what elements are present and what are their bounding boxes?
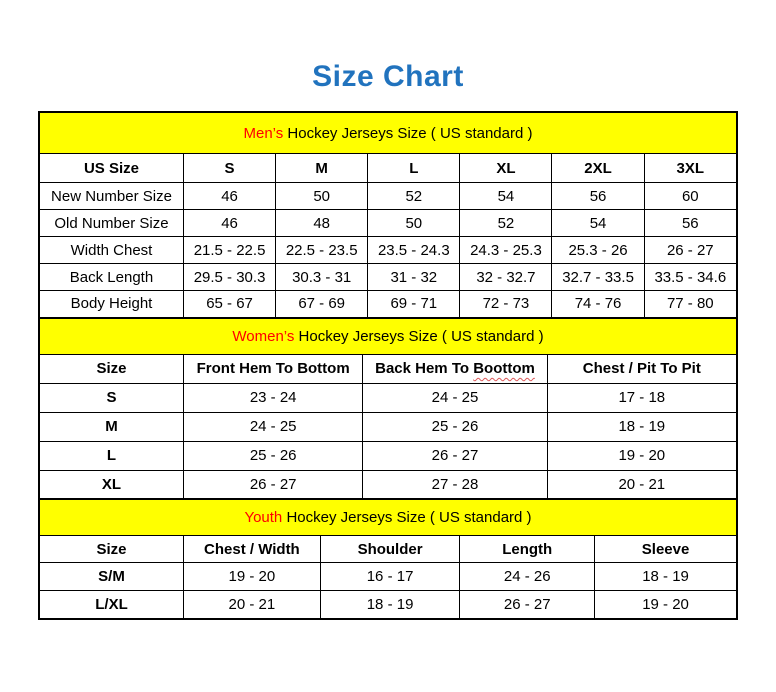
size-cell: 24 - 25 bbox=[363, 383, 547, 412]
size-cell: 31 - 32 bbox=[368, 264, 460, 291]
size-cell: 52 bbox=[368, 183, 460, 210]
column-header-s: S bbox=[183, 154, 275, 183]
page-title: Size Chart bbox=[312, 60, 464, 93]
size-cell: 46 bbox=[183, 210, 275, 237]
womens-band-row bbox=[39, 318, 737, 355]
size-cell: 50 bbox=[368, 210, 460, 237]
column-header-us-size: US Size bbox=[39, 154, 183, 183]
size-cell: 48 bbox=[276, 210, 368, 237]
youth-band-text: Hockey Jerseys Size ( US standard ) bbox=[282, 509, 532, 526]
size-cell: 26 - 27 bbox=[363, 441, 547, 470]
column-header-shoulder: Shoulder bbox=[320, 536, 460, 563]
mens-header-row bbox=[39, 154, 737, 183]
table-row bbox=[39, 264, 737, 291]
size-cell: 72 - 73 bbox=[460, 291, 552, 318]
size-cell: 67 - 69 bbox=[276, 291, 368, 318]
size-cell: 25 - 26 bbox=[363, 412, 547, 441]
size-cell: 23 - 24 bbox=[183, 383, 362, 412]
column-header-m: M bbox=[276, 154, 368, 183]
size-cell: 60 bbox=[644, 183, 737, 210]
row-label: XL bbox=[39, 470, 183, 499]
row-label: New Number Size bbox=[39, 183, 183, 210]
mens-size-table bbox=[38, 111, 738, 319]
size-cell: 19 - 20 bbox=[595, 591, 737, 619]
row-label: M bbox=[39, 412, 183, 441]
column-header-chest-pit: Chest / Pit To Pit bbox=[547, 354, 737, 383]
size-cell: 26 - 27 bbox=[183, 470, 362, 499]
row-label: L bbox=[39, 441, 183, 470]
mens-band-text: Hockey Jerseys Size ( US standard ) bbox=[283, 124, 533, 142]
mens-band-highlight: Men’s bbox=[243, 124, 284, 142]
size-cell: 56 bbox=[644, 210, 737, 237]
table-row bbox=[39, 383, 737, 412]
row-label: Back Length bbox=[39, 264, 183, 291]
womens-section-band bbox=[39, 318, 737, 355]
table-row bbox=[39, 237, 737, 264]
column-header-chest-width: Chest / Width bbox=[183, 536, 320, 563]
youth-band-highlight: Youth bbox=[244, 509, 283, 526]
size-cell: 26 - 27 bbox=[460, 591, 595, 619]
size-cell: 24 - 25 bbox=[183, 412, 362, 441]
row-label: S/M bbox=[39, 563, 183, 591]
row-label: L/XL bbox=[39, 591, 183, 619]
size-cell: 65 - 67 bbox=[183, 291, 275, 318]
size-cell: 19 - 20 bbox=[183, 563, 320, 591]
column-header-length: Length bbox=[460, 536, 595, 563]
size-cell: 32 - 32.7 bbox=[460, 264, 552, 291]
column-header-2xl: 2XL bbox=[552, 154, 644, 183]
column-header-size: Size bbox=[39, 354, 183, 383]
column-header-sleeve: Sleeve bbox=[595, 536, 737, 563]
womens-size-table bbox=[38, 317, 738, 501]
size-cell: 74 - 76 bbox=[552, 291, 644, 318]
size-cell: 22.5 - 23.5 bbox=[276, 237, 368, 264]
misspelled-word: Boottom bbox=[473, 360, 535, 377]
size-cell: 26 - 27 bbox=[644, 237, 737, 264]
size-cell: 18 - 19 bbox=[320, 591, 460, 619]
size-cell: 46 bbox=[183, 183, 275, 210]
table-row bbox=[39, 210, 737, 237]
table-row bbox=[39, 563, 737, 591]
mens-section-band bbox=[39, 112, 737, 154]
size-cell: 17 - 18 bbox=[547, 383, 737, 412]
column-header-3xl: 3XL bbox=[644, 154, 737, 183]
size-cell: 56 bbox=[552, 183, 644, 210]
size-cell: 23.5 - 24.3 bbox=[368, 237, 460, 264]
size-cell: 69 - 71 bbox=[368, 291, 460, 318]
size-cell: 18 - 19 bbox=[547, 412, 737, 441]
table-row bbox=[39, 470, 737, 499]
size-cell: 24 - 26 bbox=[460, 563, 595, 591]
column-header-back-hem-text: Back Hem To bbox=[375, 360, 474, 377]
womens-band-highlight: Women’s bbox=[232, 327, 295, 345]
womens-header-row bbox=[39, 354, 737, 383]
size-cell: 33.5 - 34.6 bbox=[644, 264, 737, 291]
youth-section-band bbox=[39, 499, 737, 536]
womens-band-text: Hockey Jerseys Size ( US standard ) bbox=[294, 327, 544, 345]
size-cell: 54 bbox=[552, 210, 644, 237]
column-header-xl: XL bbox=[460, 154, 552, 183]
table-row bbox=[39, 412, 737, 441]
size-cell: 18 - 19 bbox=[595, 563, 737, 591]
size-cell: 50 bbox=[276, 183, 368, 210]
size-cell: 25.3 - 26 bbox=[552, 237, 644, 264]
youth-header-row bbox=[39, 536, 737, 563]
size-cell: 52 bbox=[460, 210, 552, 237]
table-row bbox=[39, 291, 737, 318]
column-header-l: L bbox=[368, 154, 460, 183]
youth-band-row bbox=[39, 499, 737, 536]
row-label: S bbox=[39, 383, 183, 412]
size-cell: 77 - 80 bbox=[644, 291, 737, 318]
size-cell: 54 bbox=[460, 183, 552, 210]
size-cell: 16 - 17 bbox=[320, 563, 460, 591]
row-label: Body Height bbox=[39, 291, 183, 318]
table-row bbox=[39, 183, 737, 210]
column-header-back-hem bbox=[363, 354, 547, 383]
table-row bbox=[39, 441, 737, 470]
table-row bbox=[39, 591, 737, 619]
column-header-size: Size bbox=[39, 536, 183, 563]
size-cell: 20 - 21 bbox=[547, 470, 737, 499]
column-header-front-hem: Front Hem To Bottom bbox=[183, 354, 362, 383]
size-cell: 20 - 21 bbox=[183, 591, 320, 619]
row-label: Width Chest bbox=[39, 237, 183, 264]
mens-band-row bbox=[39, 112, 737, 154]
size-cell: 27 - 28 bbox=[363, 470, 547, 499]
size-cell: 32.7 - 33.5 bbox=[552, 264, 644, 291]
size-cell: 30.3 - 31 bbox=[276, 264, 368, 291]
size-cell: 29.5 - 30.3 bbox=[183, 264, 275, 291]
row-label: Old Number Size bbox=[39, 210, 183, 237]
youth-size-table bbox=[38, 498, 738, 620]
size-cell: 21.5 - 22.5 bbox=[183, 237, 275, 264]
size-cell: 24.3 - 25.3 bbox=[460, 237, 552, 264]
size-cell: 19 - 20 bbox=[547, 441, 737, 470]
size-cell: 25 - 26 bbox=[183, 441, 362, 470]
